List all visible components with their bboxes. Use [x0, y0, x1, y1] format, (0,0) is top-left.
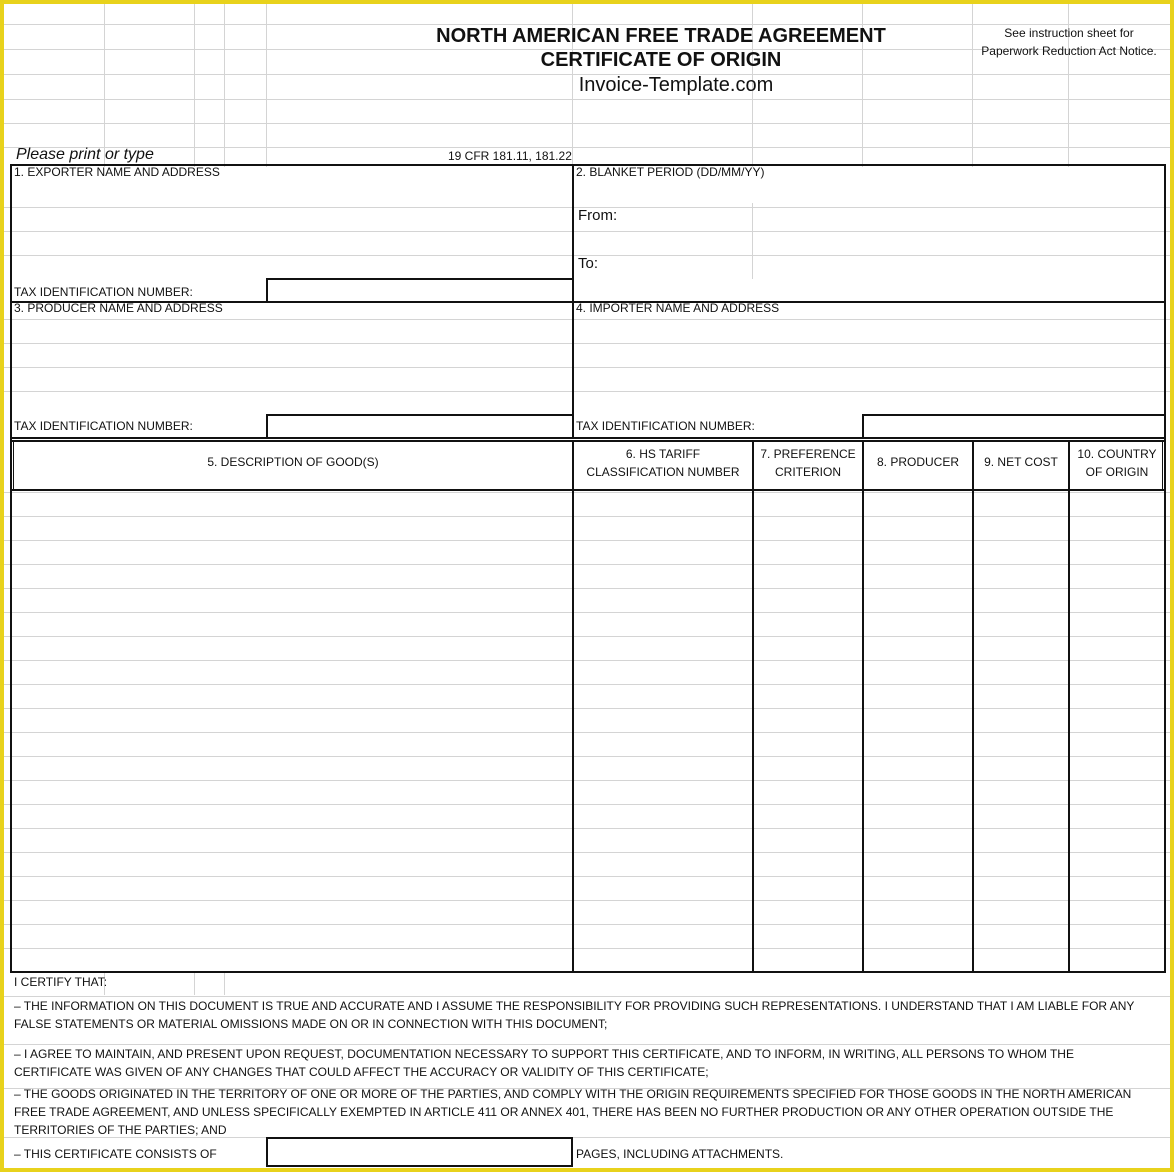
country-of-origin-header-line1: 10. COUNTRY: [1077, 447, 1157, 461]
gridline-vertical: [752, 203, 753, 279]
gridline-horizontal: [4, 123, 1170, 124]
form-title-line1: NORTH AMERICAN FREE TRADE AGREEMENT: [436, 25, 886, 47]
country-of-origin-header-line2: OF ORIGIN: [1085, 465, 1149, 479]
page-count-field[interactable]: [269, 1140, 571, 1164]
gridline-horizontal: [4, 367, 1170, 368]
gridline-vertical: [224, 971, 225, 995]
producer-header: 8. PRODUCER: [876, 455, 959, 469]
importer-tax-id-field[interactable]: [865, 416, 1163, 435]
producer-label: 3. PRODUCER NAME AND ADDRESS: [14, 301, 223, 315]
certification-statement-1: – THE INFORMATION ON THIS DOCUMENT IS TRUE AND ACCURATE AND I ASSUME THE RESPONSIBILITY FOR PROVIDING SUCH REPRESENTATIONS. I UNDERSTAND THAT I AM LIABLE FOR ANY FALSE STATEMENTS OR MATERIAL OMISSIONS MADE ON OR IN CONNECTION WITH THIS DOCUMENT;: [14, 999, 1135, 1031]
importer-tax-id-label: TAX IDENTIFICATION NUMBER:: [576, 419, 755, 433]
blanket-period-label: 2. BLANKET PERIOD (DD/MM/YY): [576, 165, 765, 179]
blanket-period-from-label: From:: [578, 207, 618, 224]
gridline-vertical: [224, 4, 225, 167]
border-vertical: [862, 414, 864, 438]
gridline-horizontal: [4, 319, 1170, 320]
blanket-period-to-label: To:: [578, 255, 599, 272]
hs-tariff-header-line2: CLASSIFICATION NUMBER: [586, 465, 740, 479]
net-cost-header: 9. NET COST: [984, 455, 1058, 469]
border-horizontal: [10, 437, 1166, 439]
certification-statement-2: – I AGREE TO MAINTAIN, AND PRESENT UPON REQUEST, DOCUMENTATION NECESSARY TO SUPPORT THIS CERTIFICATE, AND TO INFORM, IN WRITING, ALL PERSONS TO WHOM THE CERTIFICATE WAS GIVEN OF ANY CHANGES THAT COULD AFFECT THE ACCURACY OR VALIDITY OF THIS CERTIFICATE;: [14, 1047, 1074, 1079]
certification-statement-3: – THE GOODS ORIGINATED IN THE TERRITORY OF ONE OR MORE OF THE PARTIES, AND COMPLY WITH THE ORIGIN REQUIREMENTS SPECIFIED FOR THOSE GOODS IN THE NORTH AMERICAN FREE TRADE AGREEMENT, AND UNLESS SPECIFICALLY EXEMPTED IN ARTICLE 411 OR ANNEX 401, THERE HAS BEEN NO FURTHER PRODUCTION OR ANY OTHER OPERATION OUTSIDE THE TERRITORIES OF THE PARTIES; AND: [14, 1087, 1132, 1137]
description-of-goods-header: 5. DESCRIPTION OF GOOD(S): [207, 455, 379, 469]
gridline-horizontal: [4, 391, 1170, 392]
border-vertical: [1164, 164, 1166, 973]
instruction-note-line1: See instruction sheet for: [1004, 26, 1134, 40]
certify-heading: I CERTIFY THAT:: [14, 975, 108, 989]
gridline-vertical: [194, 4, 195, 167]
border-vertical: [571, 1137, 573, 1167]
exporter-tax-id-field[interactable]: [269, 280, 571, 301]
please-print-note: Please print or type: [16, 146, 154, 163]
pages-prefix-label: – THIS CERTIFICATE CONSISTS OF: [14, 1147, 217, 1161]
border-horizontal: [10, 971, 1166, 973]
preference-criterion-header-line2: CRITERION: [775, 465, 841, 479]
border-vertical: [266, 1137, 268, 1167]
goods-entry-area[interactable]: [12, 492, 1164, 971]
border-horizontal: [266, 1165, 573, 1167]
preference-criterion-header-line1: 7. PREFERENCE: [760, 447, 856, 461]
border-vertical: [572, 164, 574, 438]
producer-tax-id-label: TAX IDENTIFICATION NUMBER:: [14, 419, 193, 433]
gridline-vertical: [104, 4, 105, 167]
border-horizontal: [10, 489, 1166, 491]
border-horizontal: [10, 440, 1166, 442]
border-vertical: [266, 414, 268, 438]
gridline-vertical: [266, 4, 267, 167]
importer-label: 4. IMPORTER NAME AND ADDRESS: [576, 301, 780, 315]
gridline-horizontal: [4, 231, 1170, 232]
pages-suffix-label: PAGES, INCLUDING ATTACHMENTS.: [576, 1147, 784, 1161]
gridline-horizontal: [4, 343, 1170, 344]
gridline-horizontal: [4, 147, 1170, 148]
producer-tax-id-field[interactable]: [269, 416, 571, 435]
hs-tariff-header-line1: 6. HS TARIFF: [625, 447, 701, 461]
form-title-line2: CERTIFICATE OF ORIGIN: [540, 49, 782, 71]
border-vertical: [266, 278, 268, 302]
exporter-label: 1. EXPORTER NAME AND ADDRESS: [14, 165, 220, 179]
website-label: Invoice-Template.com: [578, 74, 774, 96]
cfr-reference: 19 CFR 181.11, 181.22: [448, 149, 572, 163]
exporter-tax-id-label: TAX IDENTIFICATION NUMBER:: [14, 285, 193, 299]
gridline-vertical: [194, 971, 195, 995]
gridline-horizontal: [4, 99, 1170, 100]
instruction-note-line2: Paperwork Reduction Act Notice.: [981, 44, 1157, 58]
